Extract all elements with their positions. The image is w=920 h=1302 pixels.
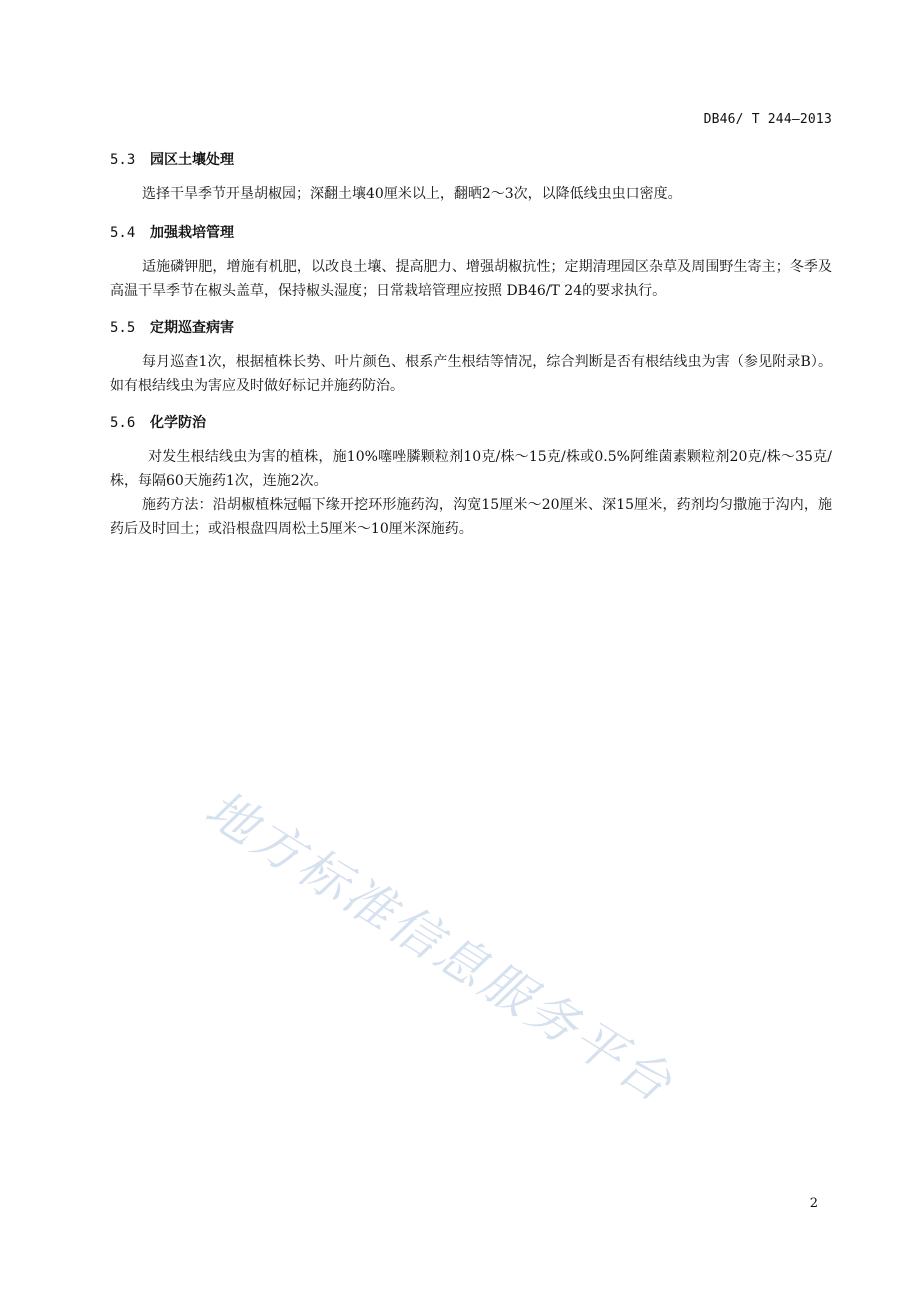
section-title: 化学防治 (150, 415, 206, 431)
watermark-text: 地方标准信息服务平台 (195, 779, 685, 1115)
section-paragraph: 每月巡查1次，根据植株长势、叶片颜色、根系产生根结等情况，综合判断是否有根结线虫为害（参见附录B）。如有根结线虫为害应及时做好标记并施药防治。 (110, 354, 832, 394)
section-number: 5.4 (110, 225, 136, 241)
section-number: 5.6 (110, 415, 136, 431)
section-paragraph: 施药方法：沿胡椒植株冠幅下缘开挖环形施药沟，沟宽15厘米～20厘米、深15厘米，药剂均匀撒施于沟内，施药后及时回土；或沿根盘四周松土5厘米～10厘米深施药。 (110, 497, 832, 537)
section-number: 5.3 (110, 152, 136, 168)
section-title: 园区土壤处理 (150, 152, 234, 168)
section-paragraph: 选择干旱季节开垦胡椒园；深翻土壤40厘米以上，翻晒2～3次，以降低线虫虫口密度。 (142, 186, 682, 202)
section-title: 定期巡查病害 (150, 320, 234, 336)
document-body (110, 150, 832, 541)
section-paragraph: 适施磷钾肥，增施有机肥，以改良土壤、提高肥力、增强胡椒抗性；定期清理园区杂草及周围野生寄主；冬季及高温干旱季节在椒头盖草，保持椒头湿度；日常栽培管理应按照 DB46/T 24的要求执行。 (110, 259, 832, 299)
section-heading-5-3 (110, 150, 832, 170)
section-number: 5.5 (110, 320, 136, 336)
section-heading-5-6 (110, 413, 832, 433)
section-title: 加强栽培管理 (150, 225, 234, 241)
section-heading-5-5 (110, 318, 832, 338)
section-paragraph: 对发生根结线虫为害的植株，施10%噻唑膦颗粒剂10克/株～15克/株或0.5%阿维菌素颗粒剂20克/株～35克/株，每隔60天施药1次，连施2次。 (110, 449, 832, 489)
page-number: 2 (809, 1196, 818, 1211)
section-heading-5-4 (110, 223, 832, 243)
document-code: DB46/ T 244—2013 (703, 112, 832, 127)
